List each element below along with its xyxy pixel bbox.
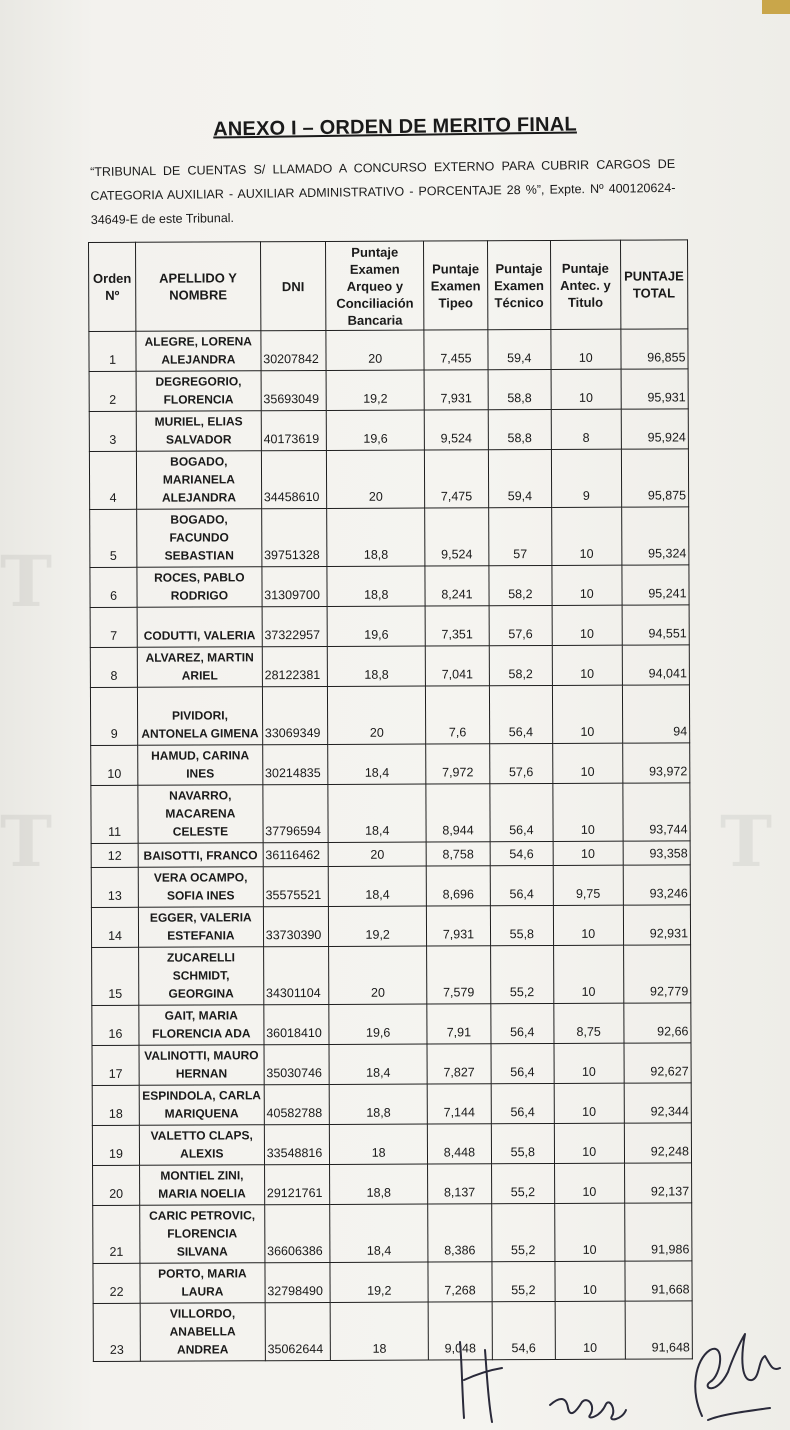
cell-dni: 36606386 [264,1204,330,1262]
cell-nombre: PIVIDORI, ANTONELA GIMENA [137,687,262,746]
cell-arqueo: 19,2 [329,906,427,946]
cell-antec: 10 [553,841,623,865]
cell-antec: 10 [555,1203,625,1261]
cell-total: 95,924 [621,409,689,449]
cell-tecnico: 55,2 [491,1203,555,1261]
cell-tecnico: 57,6 [489,605,553,645]
cell-tipeo: 8,241 [425,566,489,606]
page-title: ANEXO I – ORDEN DE MERITO FINAL [213,113,577,141]
cell-antec: 10 [555,1163,625,1203]
cell-antec: 10 [554,1083,624,1123]
cell-total: 95,875 [621,449,689,507]
cell-arqueo: 18,4 [328,866,426,906]
watermark-t-right: T [720,800,773,883]
cell-total: 92,344 [624,1083,692,1123]
table-row [91,841,690,868]
cell-tipeo: 9,524 [424,410,488,450]
cell-orden: 13 [91,867,138,907]
cell-nombre: BOGADO, FACUNDO SEBASTIAN [137,509,262,568]
signature-flourish [695,1334,780,1420]
table-row [90,645,689,688]
cell-arqueo: 18,4 [328,744,426,784]
cell-dni: 31309700 [262,566,328,606]
cell-total: 91,668 [624,1261,692,1301]
cell-antec: 8 [551,409,621,449]
cell-tipeo: 7,827 [427,1044,491,1084]
cell-tipeo: 7,144 [427,1084,491,1124]
cell-dni: 35062644 [265,1302,331,1360]
cell-tipeo: 8,386 [428,1204,492,1262]
corner-tag [762,0,790,14]
cell-dni: 36018410 [264,1004,330,1044]
cell-tipeo: 7,041 [426,646,490,686]
cell-total: 91,648 [625,1301,693,1359]
cell-tecnico: 56,4 [491,1043,555,1083]
cell-total: 92,931 [623,905,691,945]
table-row [89,369,688,412]
cell-arqueo: 18,4 [329,1044,427,1084]
cell-total: 94,041 [622,645,690,685]
watermark-t-left-1: T [0,540,53,623]
cell-total: 95,931 [621,369,689,409]
cell-arqueo: 19,2 [330,1262,428,1302]
cell-tipeo: 7,475 [425,450,489,508]
cell-antec: 10 [555,1301,625,1359]
cell-total: 91,986 [624,1203,692,1261]
cell-orden: 17 [92,1045,139,1085]
cell-arqueo: 18,8 [327,508,425,566]
cell-orden: 14 [91,907,138,947]
header-arqueo: Puntaje Examen Arqueo y Conciliación Bancaria [326,241,425,330]
cell-arqueo: 18,8 [327,566,425,606]
cell-total: 94 [622,685,690,743]
header-total: PUNTAJE TOTAL [620,240,688,329]
cell-nombre: CODUTTI, VALERIA [137,607,262,648]
cell-tecnico: 56,4 [490,865,554,905]
cell-orden: 7 [90,607,137,647]
table-row [92,1043,691,1086]
cell-tecnico: 57,6 [489,743,553,783]
cell-tecnico: 59,4 [488,449,552,507]
cell-tipeo: 7,579 [427,946,491,1004]
cell-dni: 35575521 [263,866,329,906]
cell-orden: 9 [90,687,137,745]
table-row [92,1083,691,1126]
cell-antec: 9,75 [553,865,623,905]
cell-nombre: VILLORDO, ANABELLA ANDREA [140,1303,265,1362]
cell-orden: 1 [89,331,136,371]
cell-tipeo: 7,6 [426,686,490,744]
header-antec: Puntaje Antec. y Titulo [550,240,620,329]
cell-total: 95,324 [621,507,689,565]
cell-nombre: VALETTO CLAPS, ALEXIS [139,1125,264,1166]
cell-total: 92,627 [624,1043,692,1083]
cell-dni: 34301104 [263,946,329,1004]
cell-dni: 33730390 [263,906,329,946]
cell-tipeo: 8,944 [426,784,490,842]
cell-antec: 10 [554,1043,624,1083]
cell-antec: 10 [552,565,622,605]
table-header-row [89,240,688,332]
cell-dni: 28122381 [262,646,328,686]
cell-dni: 34458610 [261,450,327,508]
cell-dni: 36116462 [263,842,329,866]
header-tipeo: Puntaje Examen Tipeo [424,241,488,330]
cell-arqueo: 18,4 [330,1204,428,1262]
table-row [89,449,688,510]
cell-total: 92,66 [623,1003,691,1043]
table-row [91,905,690,948]
cell-nombre: ROCES, PABLO RODRIGO [137,567,262,608]
cell-arqueo: 20 [326,330,424,370]
cell-tipeo: 7,972 [426,744,490,784]
cell-nombre: VALINOTTI, MAURO HERNAN [139,1045,264,1086]
cell-tipeo: 8,137 [428,1164,492,1204]
cell-arqueo: 19,6 [329,1004,427,1044]
cell-orden: 22 [93,1263,140,1303]
cell-nombre: EGGER, VALERIA ESTEFANIA [138,907,263,948]
cell-orden: 10 [91,745,138,785]
merit-table [88,239,693,1362]
cell-tipeo: 7,931 [424,370,488,410]
cell-dni: 37322957 [262,606,328,646]
cell-tipeo: 8,448 [428,1124,492,1164]
cell-nombre: BOGADO, MARIANELA ALEJANDRA [136,451,261,510]
cell-antec: 10 [554,945,624,1003]
cell-dni: 30214835 [262,744,328,784]
cell-tecnico: 58,8 [488,409,552,449]
cell-arqueo: 20 [327,450,425,508]
table-row [90,507,689,568]
header-orden: Orden Nº [89,242,136,331]
cell-dni: 33548816 [264,1124,330,1164]
cell-arqueo: 20 [328,686,426,744]
cell-tecnico: 56,4 [489,685,553,743]
cell-total: 93,246 [623,865,691,905]
cell-antec: 10 [551,369,621,409]
cell-dni: 37796594 [263,784,329,842]
intro-paragraph: “TRIBUNAL DE CUENTAS S/ LLAMADO A CONCURSO EXTERNO PARA CUBRIR CARGOS DE CATEGORIA AUXILIAR - AUXILIAR ADMINISTRATIVO - PORCENTAJE 28 %”, Expte. Nº 400120624-34649-E de este Tribunal. [90,156,676,227]
cell-nombre: NAVARRO, MACARENA CELESTE [138,785,263,844]
cell-nombre: CARIC PETROVIC, FLORENCIA SILVANA [140,1205,265,1264]
cell-arqueo: 18,8 [329,1084,427,1124]
cell-orden: 2 [89,371,136,411]
cell-orden: 19 [92,1125,139,1165]
cell-arqueo: 19,6 [326,410,424,450]
cell-antec: 10 [552,507,622,565]
cell-antec: 10 [551,329,621,369]
cell-orden: 15 [92,947,139,1005]
merit-table-body [89,329,692,1362]
cell-total: 96,855 [620,329,688,369]
cell-tecnico: 58,8 [488,369,552,409]
cell-orden: 18 [92,1085,139,1125]
cell-antec: 10 [552,605,622,645]
table-row [91,743,690,786]
cell-orden: 3 [89,411,136,451]
cell-antec: 10 [553,743,623,783]
cell-tipeo: 7,91 [427,1004,491,1044]
table-row [93,1261,692,1304]
cell-dni: 32798490 [265,1262,331,1302]
cell-antec: 10 [554,1123,624,1163]
cell-tecnico: 58,2 [489,565,553,605]
table-row [93,1163,692,1206]
cell-antec: 8,75 [554,1003,624,1043]
cell-tecnico: 58,2 [489,645,553,685]
cell-tecnico: 59,4 [488,329,552,369]
cell-total: 93,358 [623,841,691,865]
watermark-t-left-2: T [0,800,53,883]
cell-dni: 30207842 [261,330,327,370]
cell-tipeo: 9,048 [428,1302,492,1360]
table-row [89,329,688,372]
cell-nombre: HAMUD, CARINA INES [138,745,263,786]
table-row [92,1003,691,1046]
cell-tecnico: 54,6 [490,841,553,865]
cell-nombre: ZUCARELLI SCHMIDT, GEORGINA [139,947,264,1006]
cell-nombre: GAIT, MARIA FLORENCIA ADA [139,1005,264,1046]
cell-arqueo: 18,8 [330,1164,428,1204]
cell-dni: 33069349 [262,686,328,744]
cell-dni: 35693049 [261,370,327,410]
cell-tecnico: 55,2 [492,1261,556,1301]
cell-arqueo: 19,2 [326,370,424,410]
cell-total: 92,779 [623,945,691,1003]
cell-nombre: ESPINDOLA, CARLA MARIQUENA [139,1085,264,1126]
cell-tecnico: 56,4 [489,783,553,841]
cell-nombre: PORTO, MARIA LAURA [140,1263,265,1304]
cell-nombre: BAISOTTI, FRANCO [138,843,263,868]
cell-orden: 12 [91,843,138,867]
table-row [91,865,690,908]
cell-tecnico: 54,6 [492,1301,556,1359]
cell-tecnico: 55,2 [490,945,554,1003]
cell-tipeo: 8,696 [426,866,490,906]
cell-tipeo: 7,268 [428,1262,492,1302]
cell-orden: 8 [90,647,137,687]
cell-orden: 16 [92,1005,139,1045]
cell-tipeo: 8,758 [426,842,489,866]
cell-orden: 4 [89,451,136,509]
cell-orden: 23 [93,1303,140,1361]
cell-antec: 10 [552,685,622,743]
cell-orden: 11 [91,785,138,843]
cell-antec: 10 [555,1261,625,1301]
cell-total: 92,248 [624,1123,692,1163]
cell-tipeo: 7,455 [424,330,488,370]
table-row [92,1123,691,1166]
cell-total: 93,744 [622,783,690,841]
table-row [89,409,688,452]
cell-nombre: DEGREGORIO, FLORENCIA [136,371,261,412]
cell-total: 93,972 [622,743,690,783]
cell-nombre: ALVAREZ, MARTIN ARIEL [137,647,262,688]
initials-mark [460,1342,502,1422]
header-dni: DNI [260,241,326,330]
cell-total: 95,241 [621,565,689,605]
cell-tecnico: 55,8 [490,905,554,945]
cell-total: 92,137 [624,1163,692,1203]
cell-dni: 40582788 [264,1084,330,1124]
cell-antec: 9 [551,449,621,507]
cell-arqueo: 18,4 [328,784,426,842]
cell-arqueo: 18 [329,1124,427,1164]
cell-arqueo: 20 [329,946,427,1004]
header-tecnico: Puntaje Examen Técnico [487,240,551,329]
cell-tecnico: 55,8 [491,1123,555,1163]
cell-tecnico: 56,4 [491,1083,555,1123]
cell-tecnico: 57 [488,507,552,565]
table-row [90,565,689,608]
table-row [93,1203,692,1264]
cell-arqueo: 18,8 [327,646,425,686]
cell-dni: 29121761 [264,1164,330,1204]
cell-orden: 20 [93,1165,140,1205]
handwritten-signatures [440,1320,790,1430]
table-row [92,945,691,1006]
cell-orden: 5 [90,509,137,567]
cell-tipeo: 7,351 [425,606,489,646]
cell-antec: 10 [552,645,622,685]
cell-nombre: MONTIEL ZINI, MARIA NOELIA [140,1165,265,1206]
cell-arqueo: 20 [328,842,426,866]
table-row [90,685,689,746]
cell-nombre: ALEGRE, LORENA ALEJANDRA [136,331,261,372]
table-row [91,783,690,844]
cell-arqueo: 19,6 [327,606,425,646]
table-row [90,605,689,648]
cell-antec: 10 [553,905,623,945]
date-scribble [550,1399,626,1419]
cell-dni: 39751328 [261,508,327,566]
cell-dni: 35030746 [264,1044,330,1084]
cell-nombre: MURIEL, ELIAS SALVADOR [136,411,261,452]
cell-tipeo: 7,931 [427,906,491,946]
cell-arqueo: 18 [330,1302,428,1360]
header-nombre: APELLIDO Y NOMBRE [136,242,261,332]
cell-nombre: VERA OCAMPO, SOFIA INES [138,867,263,908]
cell-orden: 21 [93,1205,140,1263]
cell-tipeo: 9,524 [425,508,489,566]
cell-tecnico: 56,4 [490,1003,554,1043]
cell-dni: 40173619 [261,410,327,450]
cell-total: 94,551 [622,605,690,645]
cell-antec: 10 [553,783,623,841]
cell-orden: 6 [90,567,137,607]
cell-tecnico: 55,2 [491,1163,555,1203]
